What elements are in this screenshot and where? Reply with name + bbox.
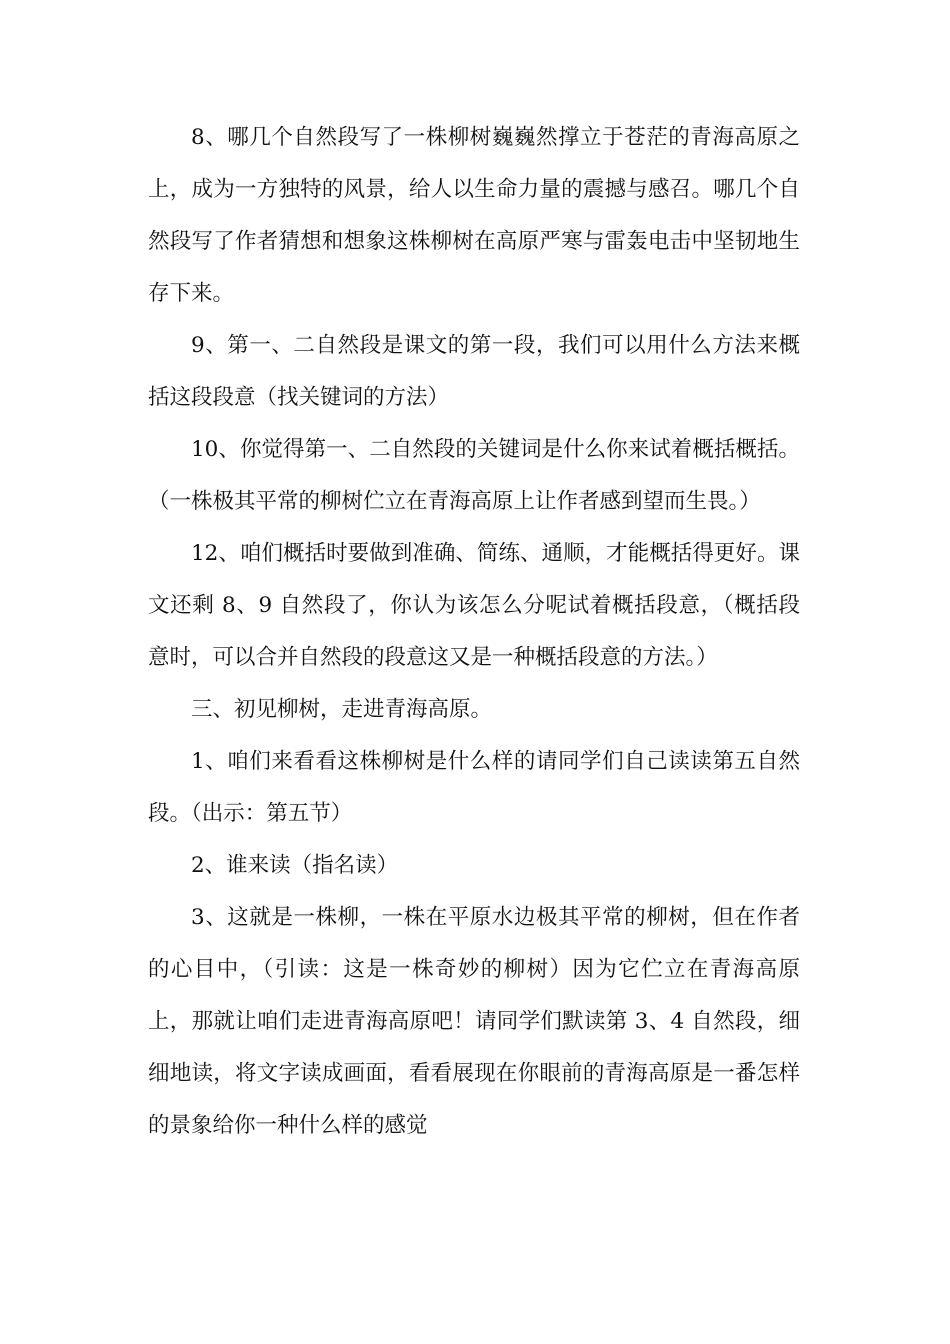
paragraph-s3-3: 3、这就是一株柳，一株在平原水边极其平常的柳树，但在作者的心目中，（引读：这是一株奇妙的柳树）因为它伫立在青海高原上，那就让咱们走进青海高原吧！请同学们默读第 3、4 自然段，细细地读，将文字读成画面，看看展现在你眼前的青海高原是一番怎样的景象给你一种什么样的感觉 <box>148 905 800 1138</box>
paragraph-8: 8、哪几个自然段写了一株柳树巍巍然撑立于苍茫的青海高原之上，成为一方独特的风景，给人以生命力量的震撼与感召。哪几个自然段写了作者猜想和想象这株柳树在高原严寒与雷轰电击中坚韧地生存下来。 <box>148 125 800 306</box>
paragraph-s3-2: 2、谁来读（指名读） <box>191 853 399 878</box>
paragraph-s3-1: 1、咱们来看看这株柳树是什么样的请同学们自己读读第五自然段。（出示：第五节） <box>148 749 800 826</box>
paragraph-12: 12、咱们概括时要做到准确、简练、通顺，才能概括得更好。课文还剩 8、9 自然段了，你认为该怎么分呢试着概括段意，（概括段意时，可以合并自然段的段意这又是一种概括段意的方法。） <box>148 541 800 670</box>
section-heading-3: 三、初见柳树，走进青海高原。 <box>191 697 493 722</box>
paragraph-9: 9、第一、二自然段是课文的第一段，我们可以用什么方法来概括这段段意（找关键词的方法） <box>148 333 800 410</box>
document-body <box>148 112 800 1152</box>
paragraph-10: 10、你觉得第一、二自然段的关键词是什么你来试着概括概括。（一株极其平常的柳树伫立在青海高原上让作者感到望而生畏。） <box>148 437 800 514</box>
